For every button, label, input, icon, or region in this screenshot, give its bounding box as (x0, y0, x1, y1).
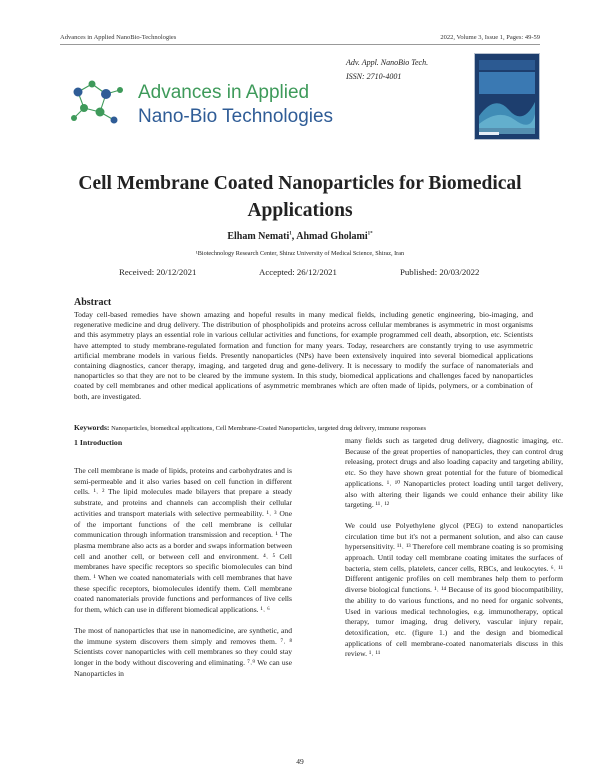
intro-paragraph-4: We could use Polyethylene glycol (PEG) to extend nanoparticles circulation time but it's not a permanent solution, and also can cause hypersensitivity. ¹¹˒ ¹³ Therefore cell membrane coating is so promising approach. Until today cell membrane coating imitates the surfaces of bacteria, stem cells, platelets, cancer cells, RBCs, and leukocytes. ⁶˒ ¹¹ Different antigenic profiles on cell membranes help them to perform diverse biological functions. ¹˒ ¹⁴ Because of its good biocompatibility, the ability to do various functions, and no need for organic solvents, Used in various medical technologies, e.g. immunotherapy, optical therapy, tumor imaging, drug delivery, vascular injury repair, detoxification, etc. (figure 1.) and the design and biomedical applications of cell membrane-coated nanomaterials discuss in this review. ¹˒ ¹¹ (345, 520, 563, 659)
left-column (74, 466, 292, 689)
running-header-issue: 2022, Volume 3, Issue 1, Pages: 49-59 (440, 34, 540, 41)
right-column (345, 436, 563, 670)
keywords-text: Nanoparticles, biomedical applications, Cell Membrane-Coated Nanoparticles, targeted drug delivery, immune responses (109, 425, 427, 432)
author-1-affil: 1 (289, 231, 292, 237)
header-rule (60, 44, 540, 45)
running-header-journal: Advances in Applied NanoBio-Technologies (60, 34, 177, 41)
journal-issn: ISSN: 2710-4001 (346, 72, 402, 81)
molecule-icon (71, 81, 123, 124)
article-title: Cell Membrane Coated Nanoparticles for Biomedical Applications (78, 173, 522, 221)
author-2: Ahmad Gholami (296, 231, 368, 242)
date-published: Published: 20/03/2022 (400, 267, 480, 277)
journal-cover-image (474, 53, 540, 140)
keywords (74, 423, 533, 433)
abstract-text: Today cell-based remedies have shown amazing and hopeful results in many medical fields, including genetic engineering, bio-imaging, and regenerative medicine and drug delivery. The distribution of phospholipids and proteins across cellular membranes is asymmetric in most organisms and this asymmetry plays an essential role in various cellular activities and functions, for example programmed cell death, absorption, etc. Scientists have attempted to study membrane-regulated formation and function for many years. Today, researchers are constantly trying to use asymmetric artificial membrane models in various fields. Presently nanoparticles (NPs) have been extensively inquired into several biomedical applications containing diagnostics, cancer therapy, imaging, and targeted drug and gene-delivery. It is necessary to modify the surface of nanomaterials and nanoparticles so that they are not to be cleared by the immune system. In this study, biomedical applications and challenges faced by nanoparticles coated by cell membranes and other medical applications of asymmetric membranes which are often made of lipids, polymers, or a combination of both, are investigated. (74, 310, 533, 401)
abstract-heading: Abstract (74, 297, 112, 308)
logo-line-1: Advances in Applied (138, 82, 310, 103)
journal-meta (346, 56, 428, 84)
author-list (60, 231, 540, 242)
affiliation: ¹Biotechnology Research Center, Shiraz University of Medical Science, Shiraz, Iran (195, 250, 405, 257)
intro-paragraph-1: The cell membrane is made of lipids, proteins and carbohydrates and is semi-permeable and it also varies based on cell function in different cells. ¹˒ ² The lipid molecules made bilayers that prepare a steady substrate, and proteins and channels can accomplish their cellular activities and transport materials with selective permeability. ¹˒ ³ One of the important functions of the cell membrane is cellular communication through information transmission and reception. ¹ The plasma membrane also acts as a border and swaps information between cell and another cell, or between cell and environment. ⁴˒ ⁵ Cell membranes have specific receptors so specific biomolecules can bind them. ¹ When we coated nanomaterials with cell membranes that have these specific receptors, biomolecules identify them. Cell membrane coated nanomaterials provide functions and performances of live cells for them, which can use in different biomedical applications. ¹˒ ⁶ (74, 466, 292, 615)
date-received: Received: 20/12/2021 (119, 267, 197, 277)
keywords-label: Keywords: (74, 423, 110, 432)
date-accepted: Accepted: 26/12/2021 (259, 267, 337, 277)
intro-paragraph-3: many fields such as targeted drug delivery, diagnostic imaging, etc. Because of the great properties of nanoparticles, they can control drug releasing, protect drugs and also loading capacity and targeting ability, etc. So they have shown great potential for the future of biomedical applications. ¹˒ ¹⁰ Nanoparticles protect loading until target delivery, also with altering their ligands we could enhance their ability like targeting. ¹¹˒ ¹² (345, 436, 563, 510)
logo-line-2: Nano-Bio Technologies (138, 106, 334, 127)
author-2-affil: 1* (367, 231, 373, 237)
author-separator: , (291, 231, 297, 242)
intro-paragraph-2: The most of nanoparticles that use in nanomedicine, are synthetic, and the immune system discovers them simply and removes them. ⁷˒ ⁸ Scientists cover nanoparticles with cell membranes so they could stay longer in the body without discovering and eliminating. ⁷˒⁹ We can use Nanoparticles in (74, 625, 292, 678)
page-number: 49 (296, 757, 304, 766)
section-heading-introduction: 1 Introduction (74, 438, 123, 447)
journal-logo (66, 72, 336, 132)
journal-abbrev: Adv. Appl. NanoBio Tech. (346, 58, 429, 67)
author-1: Elham Nemati (227, 231, 290, 242)
